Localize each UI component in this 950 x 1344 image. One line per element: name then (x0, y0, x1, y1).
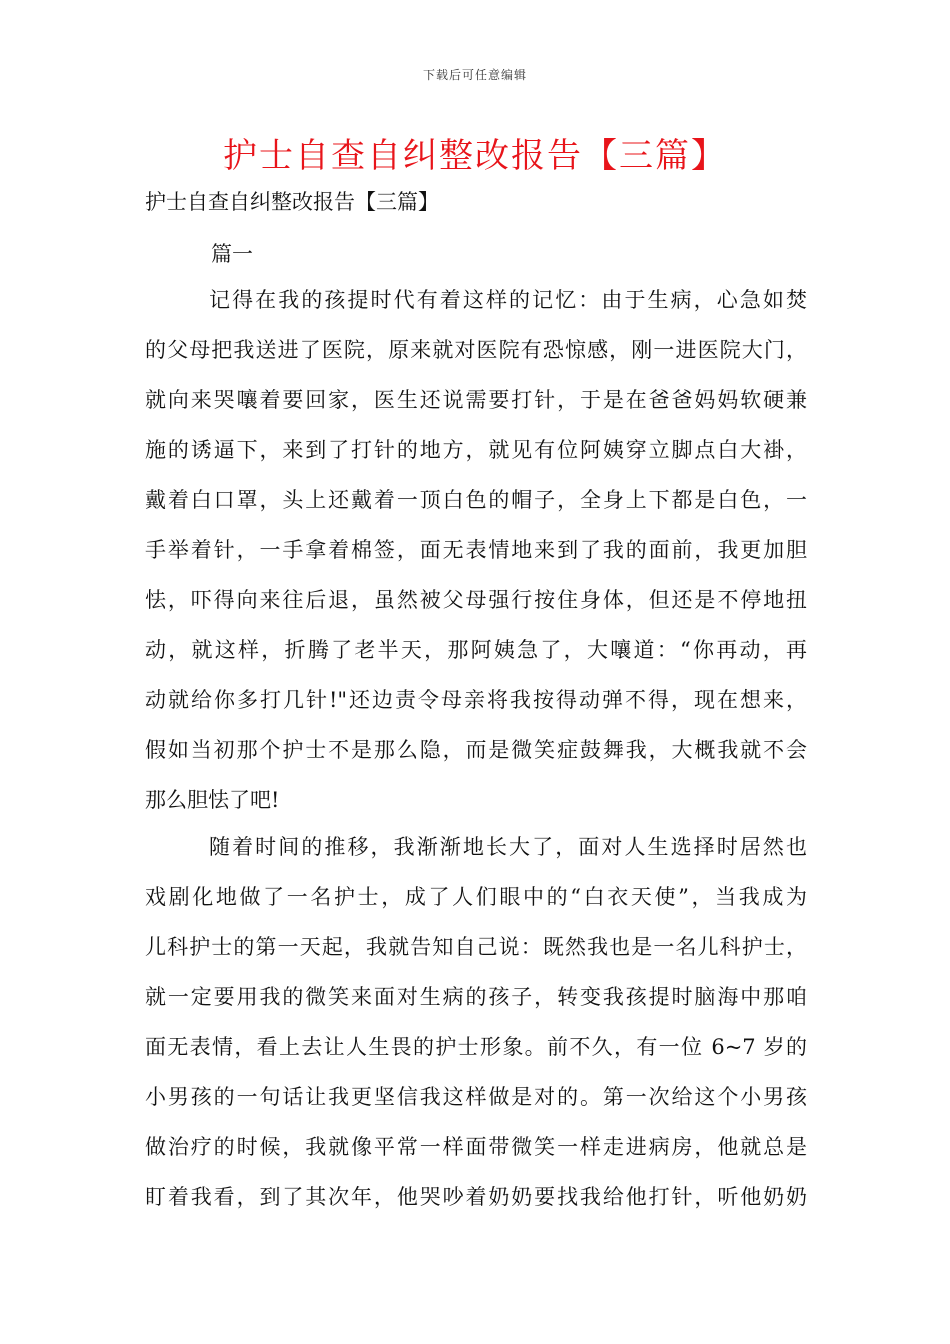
paragraph-line: 动，就这样，折腾了老半天，那阿姨急了，大嚷道：“你再动，再 (145, 638, 807, 662)
header-note: 下载后可任意编辑 (422, 68, 527, 82)
paragraph-line: 就一定要用我的微笑来面对生病的孩子，转变我孩提时脑海中那咱 (145, 985, 807, 1009)
paragraph-line: 儿科护士的第一天起，我就告知自己说：既然我也是一名儿科护士， (145, 935, 807, 959)
document-subtitle: 护士自查自纠整改报告【三篇】 (145, 190, 439, 214)
paragraph-line: 随着时间的推移，我渐渐地长大了，面对人生选择时居然也 (209, 835, 807, 859)
paragraph-line: 盯着我看，到了其次年，他哭吵着奶奶要找我给他打针，听他奶奶 (145, 1185, 807, 1209)
paragraph-line: 记得在我的孩提时代有着这样的记忆：由于生病，心急如焚 (209, 288, 807, 312)
paragraph-line: 戏剧化地做了一名护士，成了人们眼中的“白衣天使”，当我成为 (145, 885, 807, 909)
paragraph-line: 做治疗的时候，我就像平常一样面带微笑一样走进病房，他就总是 (145, 1135, 807, 1159)
paragraph-1 (145, 275, 807, 825)
paragraph-line: 的父母把我送进了医院，原来就对医院有恐惊感，刚一进医院大门， (145, 338, 807, 362)
paragraph-line: 手举着针，一手拿着棉签，面无表情地来到了我的面前，我更加胆 (145, 538, 807, 562)
document-title: 护士自查自纠整改报告【三篇】 (223, 136, 727, 176)
paragraph-line: 施的诱逼下，来到了打针的地方，就见有位阿姨穿立脚点白大褂， (145, 438, 807, 462)
section-label: 篇一 (211, 242, 253, 266)
paragraph-line: 怯，吓得向来往后退，虽然被父母强行按住身体，但还是不停地扭 (145, 588, 807, 612)
paragraph-line: 戴着白口罩，头上还戴着一顶白色的帽子，全身上下都是白色，一 (145, 488, 807, 512)
paragraph-line: 面无表情，看上去让人生畏的护士形象。前不久，有一位 6~7 岁的 (145, 1035, 807, 1059)
paragraph-line: 假如当初那个护士不是那么隐，而是微笑症鼓舞我，大概我就不会 (145, 738, 807, 762)
paragraph-line: 就向来哭嚷着要回家，医生还说需要打针，于是在爸爸妈妈软硬兼 (145, 388, 807, 412)
paragraph-line: 小男孩的一句话让我更坚信我这样做是对的。第一次给这个小男孩 (145, 1085, 807, 1109)
paragraph-line: 那么胆怯了吧! (145, 788, 280, 812)
paragraph-line: 动就给你多打几针!"还边责令母亲将我按得动弹不得，现在想来， (145, 688, 807, 712)
paragraph-2 (145, 822, 807, 1222)
